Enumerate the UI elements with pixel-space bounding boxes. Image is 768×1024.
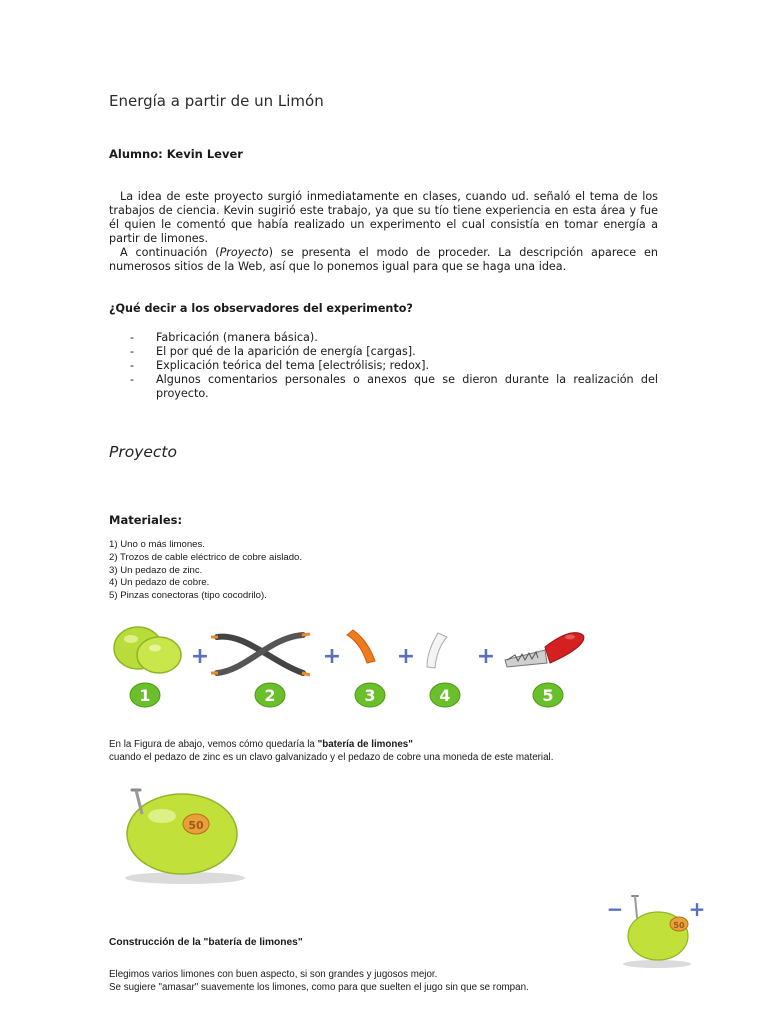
section-title-proyecto: Proyecto: [109, 443, 177, 461]
observers-question: ¿Qué decir a los observadores del experimento?: [109, 302, 413, 315]
svg-text:50: 50: [188, 819, 204, 832]
figure-caption-pre: En la Figura de abajo, vemos cómo quedaría la: [109, 739, 318, 750]
zinc-icon: [347, 630, 375, 663]
alligator-clip-icon: [505, 633, 584, 667]
minus-sign: −: [606, 897, 624, 921]
nail-icon: [632, 896, 638, 918]
materials-list: [109, 539, 302, 603]
badge-3: [355, 683, 385, 707]
figure-caption-bold: "batería de limones": [317, 739, 413, 750]
badge-2: [255, 683, 285, 707]
svg-text:50: 50: [673, 921, 685, 930]
intro-p2: [109, 246, 658, 274]
list-item: 4) Un pedazo de cobre.: [109, 577, 210, 589]
list-item: 2) Trozos de cable eléctrico de cobre aislado.: [109, 551, 303, 563]
badge-1: [130, 683, 160, 707]
intro-p2-pre: A continuación (: [120, 246, 220, 259]
intro-p1: La idea de este proyecto surgió inmediatamente en clases, cuando ud. señaló el tema de los trabajos de ciencia. Kevin sugirió este trabajo, ya que su tío tiene experiencia en esta área y fue él quien le comentó que había realizado un experimento el cual consistía en tomar energía a partir de limones.: [109, 190, 658, 245]
svg-text:+: +: [190, 644, 210, 669]
figure-caption: [109, 738, 669, 764]
construction-paragraph: [109, 969, 529, 994]
cable-icon: [211, 634, 310, 675]
svg-text:+: +: [476, 644, 496, 669]
lemon-icon: [114, 627, 181, 673]
list-item: - Fabricación (manera básica).: [130, 331, 318, 344]
plus-sign: +: [688, 897, 706, 921]
list-item: 5) Pinzas conectoras (tipo cocodrilo).: [109, 590, 267, 602]
observations-list: [130, 331, 658, 401]
intro-paragraph: [109, 190, 658, 274]
svg-text:+: +: [396, 644, 416, 669]
construction-line1: Elegimos varios limones con buen aspecto, si son grandes y jugosos mejor.: [109, 969, 438, 980]
small-lemon-battery-illustration: [605, 888, 715, 970]
svg-text:+: +: [322, 644, 342, 669]
materials-heading: Materiales:: [109, 513, 183, 527]
student-name: Alumno: Kevin Lever: [109, 147, 243, 161]
svg-text:1: 1: [139, 686, 151, 705]
intro-p2-em: Proyecto: [219, 246, 269, 259]
svg-text:2: 2: [264, 686, 276, 705]
badge-5: [533, 683, 563, 707]
lemon-battery-illustration: [110, 782, 270, 890]
number-badges: [130, 683, 563, 707]
coin-icon: [183, 814, 209, 834]
construction-line2: Se sugiere "amasar" suavemente los limones, como para que suelten el jugo sin que se rompan.: [109, 981, 529, 993]
svg-text:5: 5: [542, 686, 554, 705]
list-item: - Algunos comentarios personales o anexos que se dieron durante la realización del proyecto.: [130, 373, 658, 400]
list-item: - El por qué de la aparición de energía [cargas].: [130, 345, 416, 358]
figure-caption-line2: cuando el pedazo de zinc es un clavo galvanizado y el pedazo de cobre una moneda de este material.: [109, 752, 554, 763]
page-title: Energía a partir de un Limón: [109, 92, 324, 110]
badge-4: [430, 683, 460, 707]
lemon-icon: [127, 794, 237, 874]
svg-text:3: 3: [364, 686, 376, 705]
list-item: 1) Uno o más limones.: [109, 539, 205, 550]
copper-icon: [427, 633, 447, 668]
materials-illustration: [105, 615, 595, 715]
intro-p2-post: ) se presenta el modo de proceder. La descripción aparece en numerosos sitios de la Web, así que lo ponemos igual para que se haga una idea.: [109, 246, 658, 273]
svg-text:4: 4: [439, 686, 451, 705]
coin-icon: [670, 917, 688, 931]
list-item: 3) Un pedazo de zinc.: [109, 564, 203, 576]
list-item: - Explicación teórica del tema [electrólisis; redox].: [130, 359, 430, 372]
construction-heading: Construcción de la "batería de limones": [109, 937, 303, 948]
